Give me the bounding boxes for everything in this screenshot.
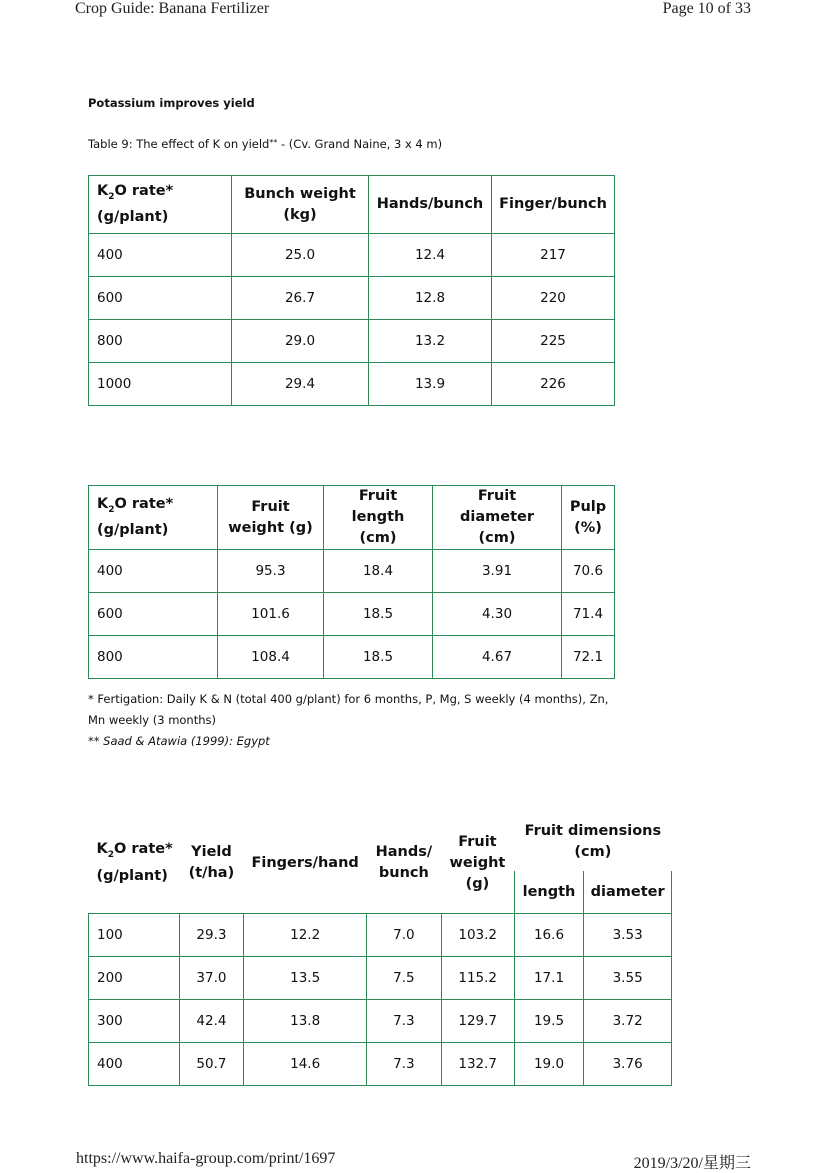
- col-fruit-weight: Fruit weight (g): [218, 486, 324, 550]
- page-number: Page 10 of 33: [662, 0, 751, 17]
- table-cell: 18.4: [324, 550, 433, 593]
- table-cell: 95.3: [218, 550, 324, 593]
- col-finger-bunch: Finger/bunch: [492, 176, 615, 234]
- table-row: [89, 636, 615, 679]
- table-header-row: [89, 176, 615, 234]
- table-cell: 400: [89, 234, 232, 277]
- table-cell: 7.3: [367, 1000, 442, 1043]
- table-cell: 12.2: [244, 914, 367, 957]
- footer-date: 2019/3/20/星期三: [633, 1155, 751, 1172]
- table-row: [89, 957, 672, 1000]
- table-cell: 70.6: [562, 550, 615, 593]
- hands-line2: bunch: [378, 865, 429, 881]
- table-cell: 42.4: [179, 1000, 243, 1043]
- yield-line1: Yield: [191, 844, 232, 860]
- col-bunch-weight: Bunch weight (kg): [232, 176, 369, 234]
- caption-sup: **: [269, 138, 278, 147]
- table-k-yield: [88, 175, 615, 406]
- table-cell: 19.0: [514, 1043, 584, 1086]
- table-row: [89, 1043, 672, 1086]
- table-cell: 100: [89, 914, 180, 957]
- col-fingers-hand: Fingers/hand: [251, 854, 359, 871]
- table-cell: 3.72: [584, 1000, 672, 1043]
- table-cell: 4.67: [433, 636, 562, 679]
- table-cell: 16.6: [514, 914, 584, 957]
- table-cell: 14.6: [244, 1043, 367, 1086]
- table-cell: 29.0: [232, 320, 369, 363]
- table-cell: 25.0: [232, 234, 369, 277]
- table-cell: 13.9: [369, 363, 492, 406]
- table-cell: 7.5: [367, 957, 442, 1000]
- col-k2o-rate: $K_2O$ rate* (g/plant): [96, 841, 173, 884]
- table-cell: 3.53: [584, 914, 672, 957]
- fw-line2: weight: [449, 854, 506, 871]
- table-k-yield-dimensions: [88, 813, 672, 1086]
- col-hands-bunch: Hands/bunch: [369, 176, 492, 234]
- table-cell: 103.2: [441, 914, 514, 957]
- table-cell: 226: [492, 363, 615, 406]
- table-cell: 12.4: [369, 234, 492, 277]
- table-cell: 3.55: [584, 957, 672, 1000]
- table-cell: 129.7: [441, 1000, 514, 1043]
- table-cell: 115.2: [441, 957, 514, 1000]
- table-cell: 800: [89, 636, 218, 679]
- table-cell: 600: [89, 277, 232, 320]
- table-cell: 800: [89, 320, 232, 363]
- table-cell: 29.3: [179, 914, 243, 957]
- table-cell: 132.7: [441, 1043, 514, 1086]
- k2o-line2: (g/plant): [96, 867, 168, 884]
- table-cell: 71.4: [562, 593, 615, 636]
- table-cell: 600: [89, 593, 218, 636]
- table-cell: 7.0: [367, 914, 442, 957]
- table-cell: 400: [89, 1043, 180, 1086]
- table-row: [89, 320, 615, 363]
- footnote-fertigation: * Fertigation: Daily K & N (total 400 g/plant) for 6 months, P, Mg, S weekly (4 months), Zn, Mn weekly (3 months): [88, 692, 609, 727]
- table-row: [89, 363, 615, 406]
- table-row: [89, 277, 615, 320]
- footnote-source: ** Saad & Atawia (1999): Egypt: [88, 734, 270, 748]
- table-cell: 225: [492, 320, 615, 363]
- fw-line3: (g): [465, 875, 490, 892]
- table-cell: 17.1: [514, 957, 584, 1000]
- col-k2o-rate: $K_2O$ rate* (g/plant): [89, 176, 232, 234]
- col-hands-bunch: [367, 813, 442, 914]
- table-cell: 4.30: [433, 593, 562, 636]
- col-pulp: Pulp (%): [562, 486, 615, 550]
- table-row: [89, 593, 615, 636]
- table-cell: 3.91: [433, 550, 562, 593]
- table-cell: 50.7: [179, 1043, 243, 1086]
- table-row: [89, 234, 615, 277]
- hands-line1: Hands/: [375, 844, 433, 860]
- table-cell: 108.4: [218, 636, 324, 679]
- table-cell: 3.76: [584, 1043, 672, 1086]
- col-yield: [179, 813, 243, 914]
- col-fruit-dimensions: [514, 813, 671, 871]
- table-row: [89, 1000, 672, 1043]
- table-cell: 400: [89, 550, 218, 593]
- caption-suffix: - (Cv. Grand Naine, 3 x 4 m): [277, 137, 443, 151]
- table-cell: 19.5: [514, 1000, 584, 1043]
- col-fruit-weight: [441, 813, 514, 914]
- table-cell: 300: [89, 1000, 180, 1043]
- col-fruit-diameter: Fruit diameter (cm): [433, 486, 562, 550]
- table-cell: 1000: [89, 363, 232, 406]
- table-header-row: [89, 813, 672, 871]
- table-cell: 26.7: [232, 277, 369, 320]
- fd-line2: (cm): [574, 844, 612, 860]
- table-cell: 13.5: [244, 957, 367, 1000]
- footer-url: https://www.haifa-group.com/print/1697: [76, 1150, 336, 1167]
- col-k2o-rate: $K_2O$ rate* (g/plant): [89, 486, 218, 550]
- table-cell: 18.5: [324, 636, 433, 679]
- table-cell: 37.0: [179, 957, 243, 1000]
- table-cell: 220: [492, 277, 615, 320]
- table-header-row: [89, 486, 615, 550]
- k2o-line1: O rate*: [114, 841, 173, 858]
- section-title: Potassium improves yield: [88, 96, 255, 110]
- table-row: [89, 550, 615, 593]
- table-cell: 18.5: [324, 593, 433, 636]
- col-diameter: diameter: [584, 871, 672, 914]
- table-row: [89, 914, 672, 957]
- table-cell: 12.8: [369, 277, 492, 320]
- table-cell: 101.6: [218, 593, 324, 636]
- yield-line2: (t/ha): [188, 865, 235, 881]
- fw-line1: Fruit: [458, 833, 497, 850]
- table-cell: 200: [89, 957, 180, 1000]
- col-fruit-length: Fruit length (cm): [324, 486, 433, 550]
- table-cell: 13.8: [244, 1000, 367, 1043]
- table-cell: 29.4: [232, 363, 369, 406]
- table-cell: 217: [492, 234, 615, 277]
- table-k-fruit: [88, 485, 615, 679]
- table-cell: 13.2: [369, 320, 492, 363]
- fd-line1: Fruit dimensions: [524, 823, 662, 839]
- header-title: Crop Guide: Banana Fertilizer: [75, 0, 270, 17]
- table-caption: [88, 137, 442, 151]
- col-length: length: [514, 871, 584, 914]
- table-cell: 72.1: [562, 636, 615, 679]
- table-cell: 7.3: [367, 1043, 442, 1086]
- caption-prefix: Table 9: The effect of K on yield: [88, 137, 270, 151]
